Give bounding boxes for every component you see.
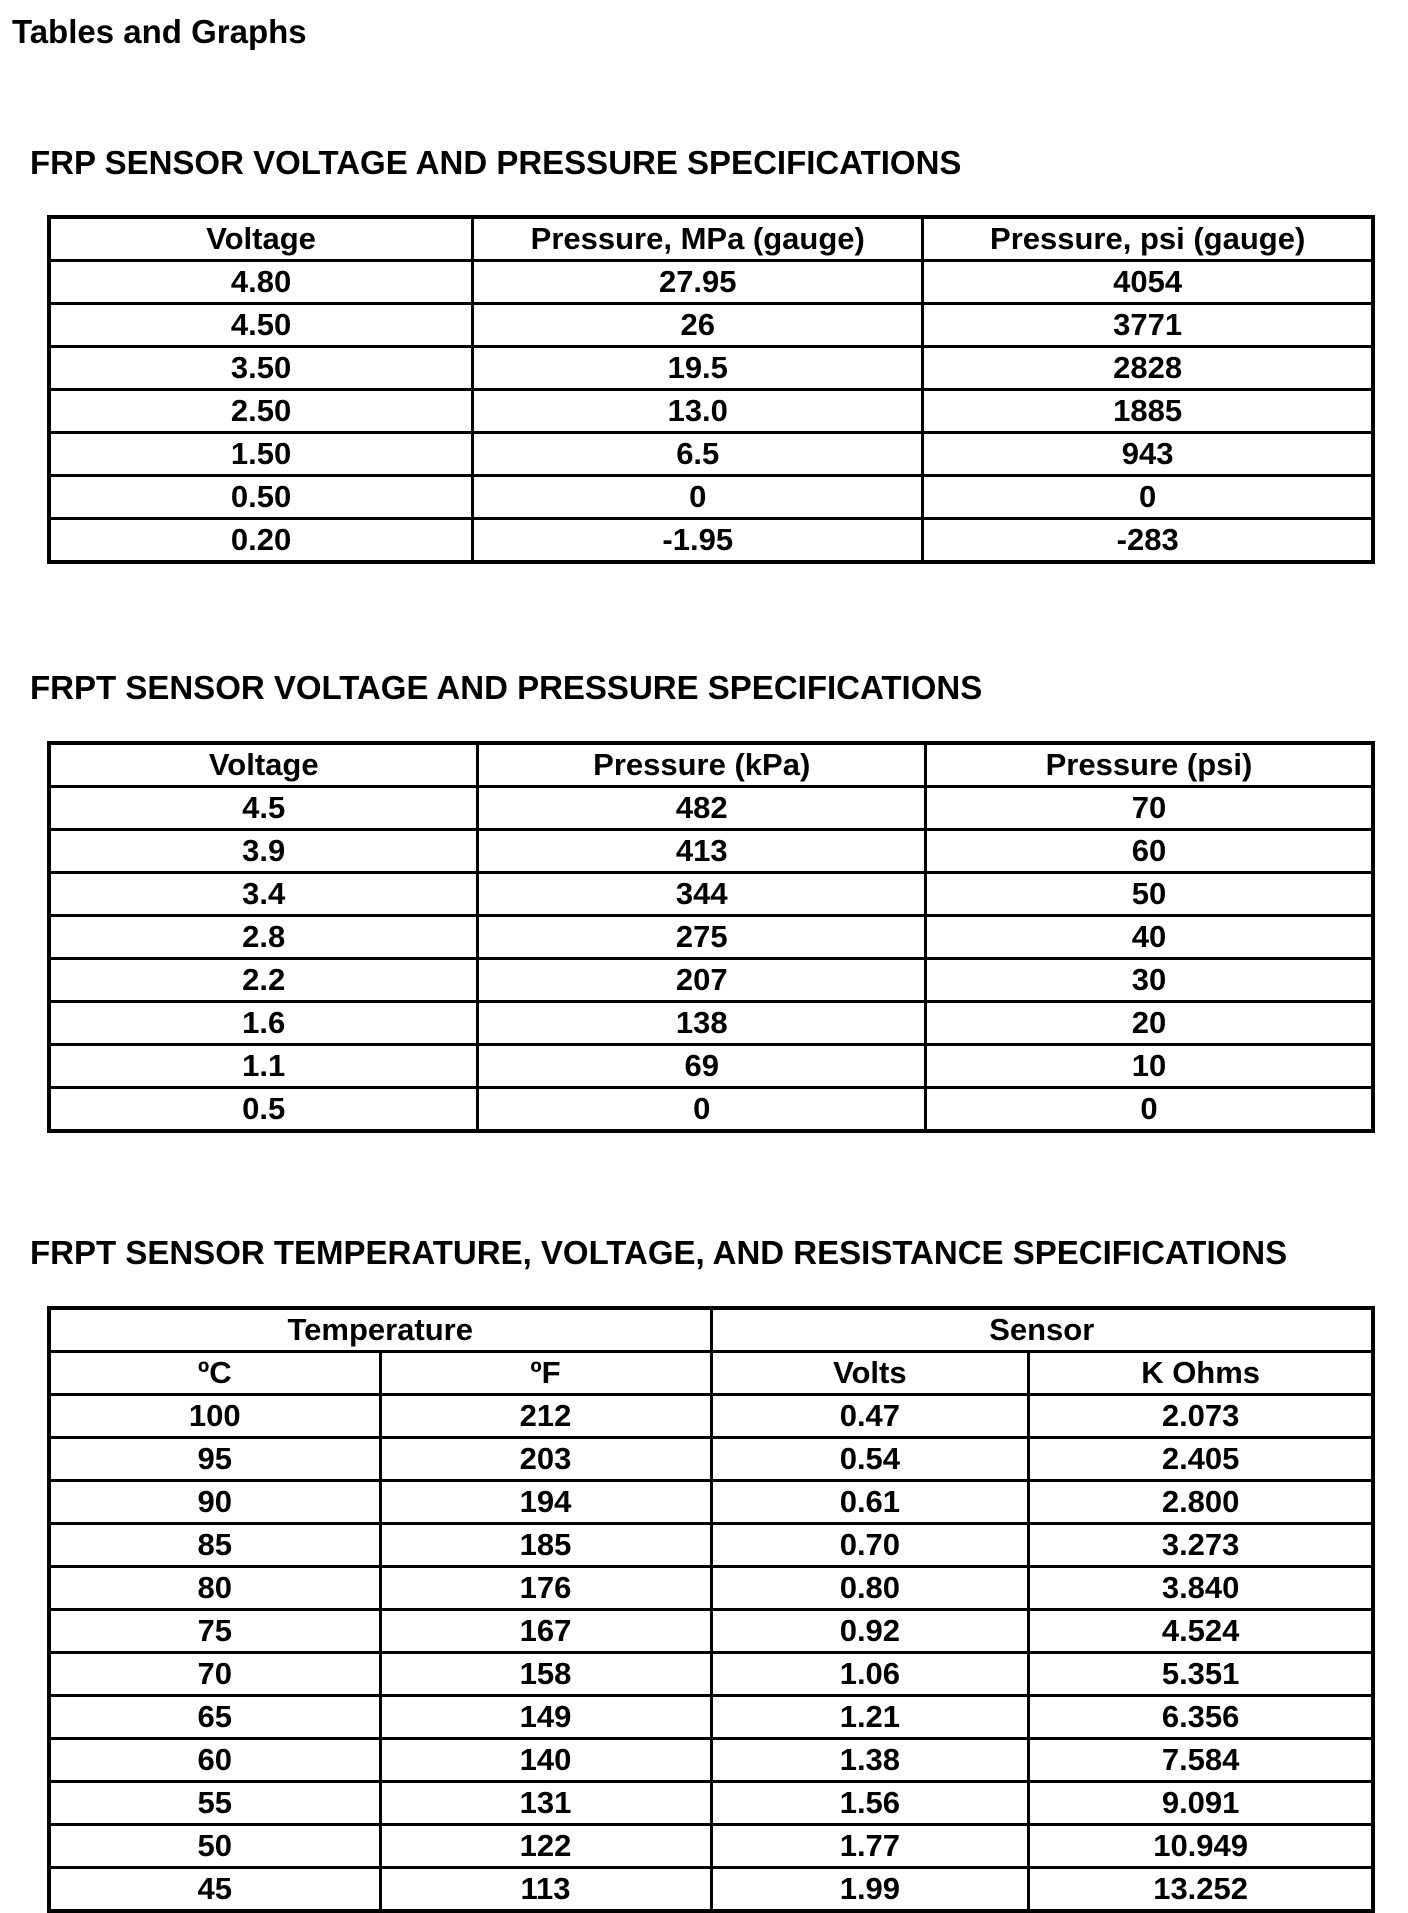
table-row xyxy=(49,519,1373,563)
group-header-sensor: Sensor xyxy=(711,1308,1373,1352)
table-header-row xyxy=(49,743,1373,787)
column-header: Voltage xyxy=(49,743,478,787)
table-body xyxy=(49,261,1373,563)
frpt-temperature-resistance-table xyxy=(47,1306,1375,1913)
table-cell: 122 xyxy=(380,1825,711,1868)
table-cell: 3.50 xyxy=(49,347,473,390)
table-cell: 13.252 xyxy=(1029,1868,1373,1912)
table-cell: 167 xyxy=(380,1610,711,1653)
table-cell: 4.80 xyxy=(49,261,473,304)
table-cell: 90 xyxy=(49,1481,380,1524)
table-row xyxy=(49,1524,1373,1567)
table-cell: 55 xyxy=(49,1782,380,1825)
table-cell: 0.20 xyxy=(49,519,473,563)
table-cell: 176 xyxy=(380,1567,711,1610)
frpt-voltage-pressure-table xyxy=(47,741,1375,1133)
table-row xyxy=(49,1045,1373,1088)
table-cell: 40 xyxy=(925,916,1373,959)
table-cell: 482 xyxy=(478,787,926,830)
table-cell: 100 xyxy=(49,1395,380,1438)
table-row xyxy=(49,1653,1373,1696)
table-cell: 30 xyxy=(925,959,1373,1002)
table-cell: 1.77 xyxy=(711,1825,1029,1868)
page-title: Tables and Graphs xyxy=(12,13,307,50)
table-cell: 0.47 xyxy=(711,1395,1029,1438)
table-row xyxy=(49,433,1373,476)
table-cell: 2.405 xyxy=(1029,1438,1373,1481)
table-cell: 1.99 xyxy=(711,1868,1029,1912)
table-row xyxy=(49,787,1373,830)
table-cell: 158 xyxy=(380,1653,711,1696)
table-cell: 50 xyxy=(49,1825,380,1868)
table-cell: 69 xyxy=(478,1045,926,1088)
column-header: ºC xyxy=(49,1352,380,1395)
table-cell: 275 xyxy=(478,916,926,959)
table-row xyxy=(49,1088,1373,1132)
table-row xyxy=(49,1567,1373,1610)
column-header: K Ohms xyxy=(1029,1352,1373,1395)
table-cell: 1.56 xyxy=(711,1782,1029,1825)
table-row xyxy=(49,476,1373,519)
table-cell: 70 xyxy=(49,1653,380,1696)
table-cell: -283 xyxy=(923,519,1373,563)
table-row xyxy=(49,1395,1373,1438)
table-cell: 5.351 xyxy=(1029,1653,1373,1696)
column-header: Pressure (kPa) xyxy=(478,743,926,787)
table-cell: 75 xyxy=(49,1610,380,1653)
table-cell: 203 xyxy=(380,1438,711,1481)
table-cell: 113 xyxy=(380,1868,711,1912)
table-cell: 0.50 xyxy=(49,476,473,519)
table-row xyxy=(49,1481,1373,1524)
table-cell: 1.06 xyxy=(711,1653,1029,1696)
table-cell: 6.5 xyxy=(473,433,923,476)
table-cell: 0 xyxy=(923,476,1373,519)
table-cell: 0.54 xyxy=(711,1438,1029,1481)
table-cell: 943 xyxy=(923,433,1373,476)
table-row xyxy=(49,261,1373,304)
table-cell: 60 xyxy=(49,1739,380,1782)
table-cell: 20 xyxy=(925,1002,1373,1045)
table-cell: 1.50 xyxy=(49,433,473,476)
table-cell: 185 xyxy=(380,1524,711,1567)
table-cell: 0.80 xyxy=(711,1567,1029,1610)
table-row xyxy=(49,873,1373,916)
table-cell: 3.4 xyxy=(49,873,478,916)
table-cell: 7.584 xyxy=(1029,1739,1373,1782)
table-cell: 2.50 xyxy=(49,390,473,433)
table-row xyxy=(49,1782,1373,1825)
table-cell: 207 xyxy=(478,959,926,1002)
table-cell: 131 xyxy=(380,1782,711,1825)
table-cell: 2.2 xyxy=(49,959,478,1002)
table-cell: 1885 xyxy=(923,390,1373,433)
table-cell: 2.800 xyxy=(1029,1481,1373,1524)
table-cell: 26 xyxy=(473,304,923,347)
table-row xyxy=(49,304,1373,347)
frpt-pressure-section-title: FRPT SENSOR VOLTAGE AND PRESSURE SPECIFICATIONS xyxy=(30,669,983,706)
column-header: ºF xyxy=(380,1352,711,1395)
table-cell: 0.70 xyxy=(711,1524,1029,1567)
table-cell: 2.8 xyxy=(49,916,478,959)
table-group-header-row xyxy=(49,1308,1373,1352)
table-cell: 138 xyxy=(478,1002,926,1045)
table-cell: 80 xyxy=(49,1567,380,1610)
table-cell: 9.091 xyxy=(1029,1782,1373,1825)
table-cell: 0 xyxy=(478,1088,926,1132)
table-cell: 6.356 xyxy=(1029,1696,1373,1739)
table-row xyxy=(49,959,1373,1002)
table-cell: 60 xyxy=(925,830,1373,873)
table-row xyxy=(49,347,1373,390)
table-cell: 19.5 xyxy=(473,347,923,390)
table-row xyxy=(49,1825,1373,1868)
table-cell: 1.38 xyxy=(711,1739,1029,1782)
table-cell: 140 xyxy=(380,1739,711,1782)
table-cell: 0.61 xyxy=(711,1481,1029,1524)
table-cell: 4.5 xyxy=(49,787,478,830)
table-cell: 212 xyxy=(380,1395,711,1438)
table-cell: 0.5 xyxy=(49,1088,478,1132)
table-cell: 4.524 xyxy=(1029,1610,1373,1653)
table-cell: 194 xyxy=(380,1481,711,1524)
table-row xyxy=(49,390,1373,433)
table-row xyxy=(49,1610,1373,1653)
table-cell: 95 xyxy=(49,1438,380,1481)
column-header: Pressure, psi (gauge) xyxy=(923,217,1373,261)
column-header: Pressure, MPa (gauge) xyxy=(473,217,923,261)
table-cell: 0 xyxy=(925,1088,1373,1132)
table-cell: 85 xyxy=(49,1524,380,1567)
group-header-temperature: Temperature xyxy=(49,1308,711,1352)
table-cell: 70 xyxy=(925,787,1373,830)
table-cell: 2828 xyxy=(923,347,1373,390)
table-cell: 3.840 xyxy=(1029,1567,1373,1610)
table-row xyxy=(49,1868,1373,1912)
table-header-row xyxy=(49,217,1373,261)
table-cell: 1.6 xyxy=(49,1002,478,1045)
frp-voltage-pressure-table xyxy=(47,215,1375,564)
table-cell: 344 xyxy=(478,873,926,916)
table-row xyxy=(49,1739,1373,1782)
table-cell: 413 xyxy=(478,830,926,873)
table-cell: 3.273 xyxy=(1029,1524,1373,1567)
table-cell: 1.21 xyxy=(711,1696,1029,1739)
table-cell: 3771 xyxy=(923,304,1373,347)
frpt-temperature-section-title: FRPT SENSOR TEMPERATURE, VOLTAGE, AND RESISTANCE SPECIFICATIONS xyxy=(30,1234,1288,1271)
table-row xyxy=(49,1696,1373,1739)
column-header: Volts xyxy=(711,1352,1029,1395)
column-header: Pressure (psi) xyxy=(925,743,1373,787)
table-cell: 149 xyxy=(380,1696,711,1739)
table-body xyxy=(49,1395,1373,1912)
table-body xyxy=(49,787,1373,1132)
table-cell: 2.073 xyxy=(1029,1395,1373,1438)
table-cell: -1.95 xyxy=(473,519,923,563)
table-cell: 4054 xyxy=(923,261,1373,304)
table-cell: 27.95 xyxy=(473,261,923,304)
table-cell: 3.9 xyxy=(49,830,478,873)
table-cell: 65 xyxy=(49,1696,380,1739)
table-cell: 0.92 xyxy=(711,1610,1029,1653)
table-cell: 4.50 xyxy=(49,304,473,347)
table-row xyxy=(49,1002,1373,1045)
table-row xyxy=(49,916,1373,959)
table-header-row xyxy=(49,1352,1373,1395)
table-cell: 13.0 xyxy=(473,390,923,433)
table-row xyxy=(49,830,1373,873)
table-cell: 50 xyxy=(925,873,1373,916)
column-header: Voltage xyxy=(49,217,473,261)
table-cell: 10.949 xyxy=(1029,1825,1373,1868)
table-row xyxy=(49,1438,1373,1481)
frp-section-title: FRP SENSOR VOLTAGE AND PRESSURE SPECIFICATIONS xyxy=(30,144,962,181)
table-cell: 10 xyxy=(925,1045,1373,1088)
table-cell: 1.1 xyxy=(49,1045,478,1088)
table-cell: 0 xyxy=(473,476,923,519)
table-cell: 45 xyxy=(49,1868,380,1912)
